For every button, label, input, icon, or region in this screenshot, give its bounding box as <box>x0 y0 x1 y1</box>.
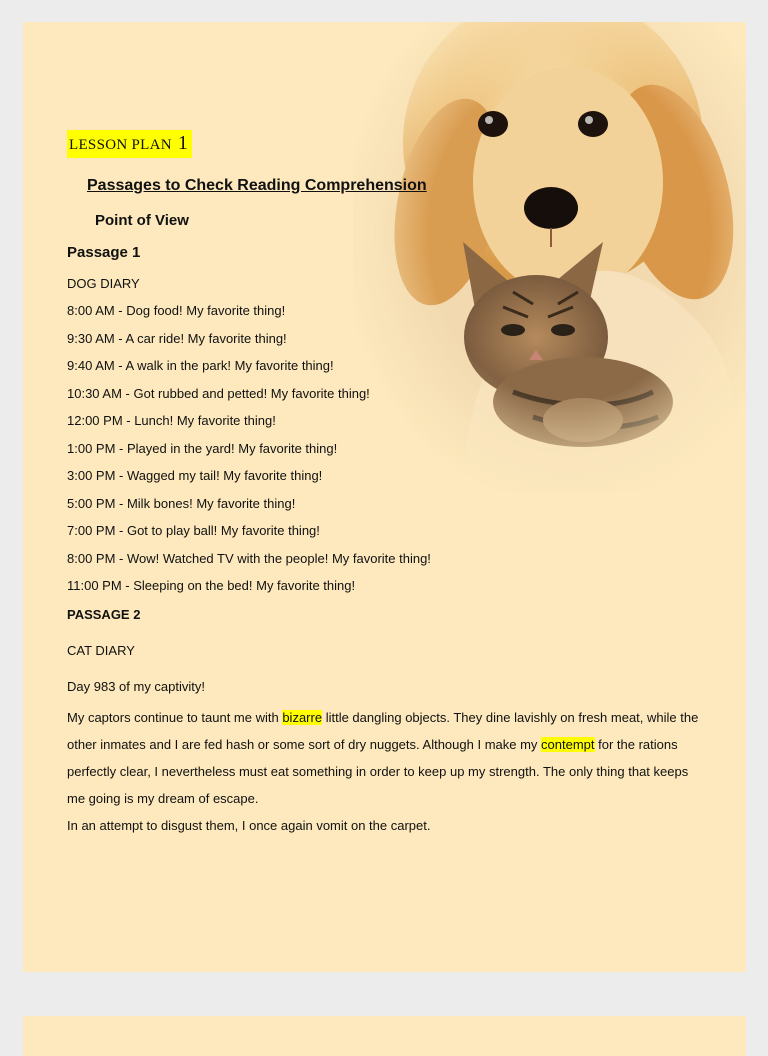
lesson-plan-number: 1 <box>177 132 189 154</box>
document-page <box>23 22 746 972</box>
passage-2-heading: PASSAGE 2 <box>67 607 141 622</box>
lesson-plan-label: LESSON PLAN <box>69 137 172 153</box>
passage-1-heading: Passage 1 <box>67 244 141 261</box>
dog-diary-title: DOG DIARY <box>67 276 140 291</box>
paragraph-text: My captors continue to taunt me with <box>67 710 283 725</box>
cat-diary-paragraph <box>67 704 707 812</box>
diary-entry: 1:00 PM - Played in the yard! My favorite thing! <box>67 440 338 456</box>
diary-entry: 8:00 PM - Wow! Watched TV with the people! My favorite thing! <box>67 550 431 566</box>
diary-entry: 3:00 PM - Wagged my tail! My favorite thing! <box>67 468 323 483</box>
paragraph-text: for the rations perfectly clear, I nevertheless must eat something in order to keep up my strength. The only thing that keeps me going is my dream of escape. <box>67 737 689 806</box>
subtitle: Point of View <box>95 212 189 229</box>
page-title: Passages to Check Reading Comprehension <box>87 177 427 194</box>
highlighted-word-bizarre: bizarre <box>282 710 323 725</box>
diary-entry: 9:40 AM - A walk in the park! My favorite thing! <box>67 358 334 373</box>
diary-entry: 12:00 PM - Lunch! My favorite thing! <box>67 413 276 428</box>
cat-diary-last-line: In an attempt to disgust them, I once again vomit on the carpet. <box>67 818 431 833</box>
diary-entry: 11:00 PM - Sleeping on the bed! My favorite thing! <box>67 578 356 593</box>
diary-entry: 5:00 PM - Milk bones! My favorite thing! <box>67 495 296 511</box>
diary-entry: 8:00 AM - Dog food! My favorite thing! <box>67 303 286 318</box>
diary-entry: 7:00 PM - Got to play ball! My favorite thing! <box>67 523 320 538</box>
lesson-plan-heading <box>67 130 192 158</box>
paragraph-text: little dangling objects. They dine lavishly on fresh meat, while the other inmates and I are fed hash or some sort of dry nuggets. Although I make my <box>67 710 699 752</box>
cat-diary-title: CAT DIARY <box>67 643 135 658</box>
highlighted-word-contempt: contempt <box>541 737 595 752</box>
dog-diary-entries <box>67 301 431 604</box>
diary-entry: 10:30 AM - Got rubbed and petted! My favorite thing! <box>67 385 370 401</box>
diary-entry: 9:30 AM - A car ride! My favorite thing! <box>67 330 287 346</box>
next-page-edge <box>23 1016 746 1056</box>
document-text <box>23 22 746 972</box>
cat-diary-day-line: Day 983 of my captivity! <box>67 679 205 694</box>
